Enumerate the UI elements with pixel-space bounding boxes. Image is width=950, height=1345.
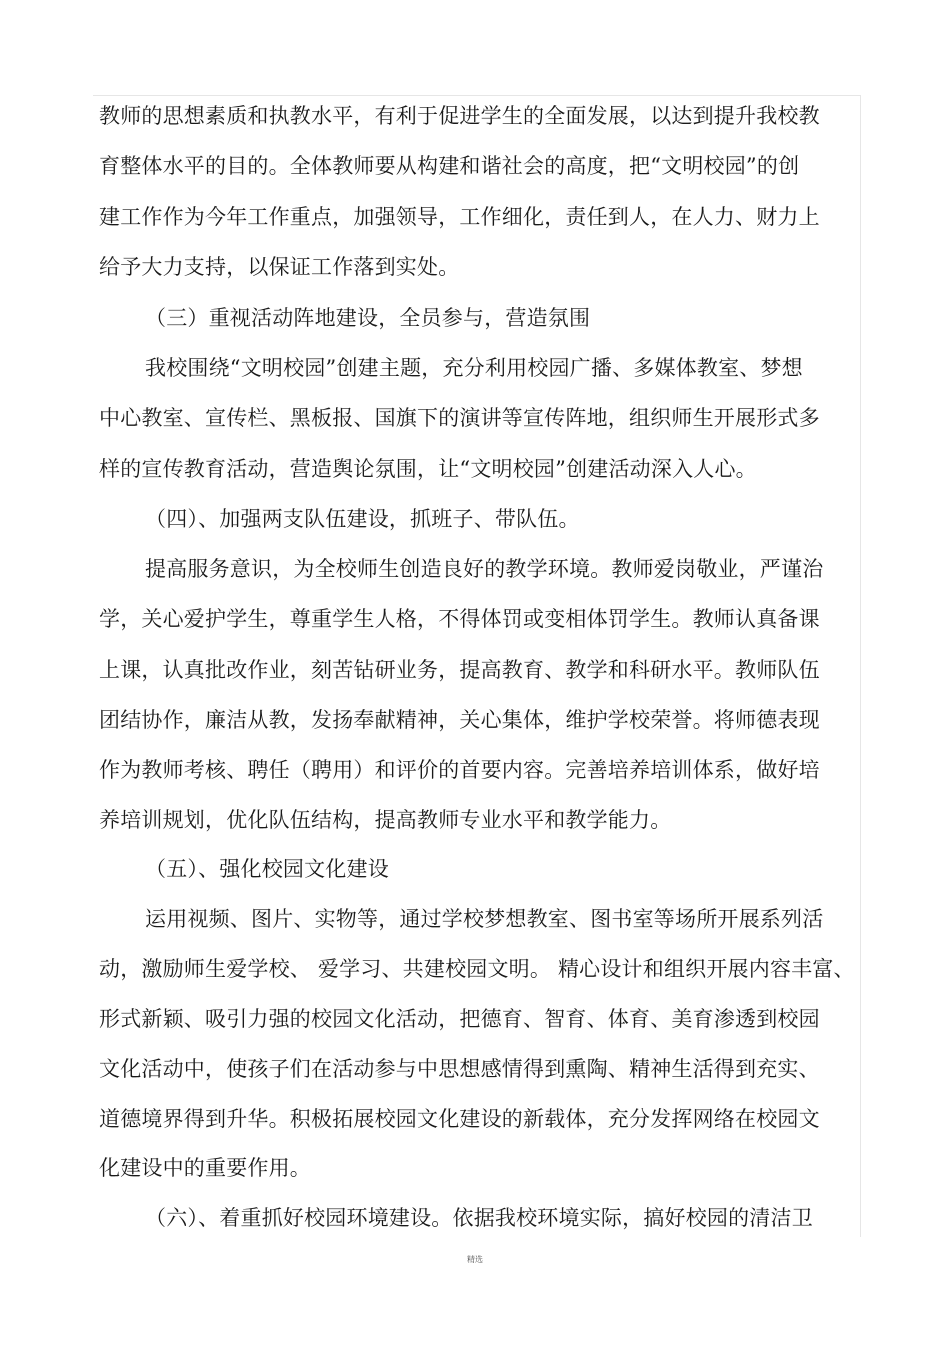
text-line: 学，关心爱护学生，尊重学生人格，不得体罚或变相体罚学生。教师认真备课 bbox=[99, 607, 820, 631]
section-heading-3: （三）重视活动阵地建设，全员参与，营造氛围 bbox=[145, 306, 591, 330]
text-line: 提高服务意识，为全校师生创造良好的教学环境。教师爱岗敬业，严谨治 bbox=[145, 557, 824, 581]
text-line: 运用视频、图片、实物等，通过学校梦想教室、图书室等场所开展系列活 bbox=[145, 907, 824, 931]
text-line: 动，激励师生爱学校、 爱学习、共建校园文明。 精心设计和组织开展内容丰富、 bbox=[99, 957, 855, 981]
text-line: 道德境界得到升华。积极拓展校园文化建设的新载体，充分发挥网络在校园文 bbox=[99, 1107, 820, 1131]
section-heading-5: （五）、强化校园文化建设 bbox=[145, 857, 389, 881]
page-border-right bbox=[860, 95, 861, 1237]
text-line: 形式新颖、吸引力强的校园文化活动，把德育、智育、体育、美育渗透到校园 bbox=[99, 1007, 820, 1031]
text-line: 样的宣传教育活动，营造舆论氛围，让“文明校园”创建活动深入人心。 bbox=[99, 457, 757, 481]
text-line: 育整体水平的目的。全体教师要从构建和谐社会的高度，把“文明校园”的创 bbox=[99, 154, 800, 178]
text-line: 中心教室、宣传栏、黑板报、国旗下的演讲等宣传阵地，组织师生开展形式多 bbox=[99, 406, 820, 430]
text-line: 化建设中的重要作用。 bbox=[99, 1156, 311, 1180]
text-line: 上课，认真批改作业，刻苦钻研业务，提高教育、教学和科研水平。教师队伍 bbox=[99, 658, 820, 682]
section-heading-6: （六）、着重抓好校园环境建设。依据我校环境实际，搞好校园的清洁卫 bbox=[145, 1206, 813, 1230]
text-line: 作为教师考核、聘任（聘用）和评价的首要内容。完善培养培训体系，做好培 bbox=[99, 758, 820, 782]
text-line: 文化活动中，使孩子们在活动参与中思想感情得到熏陶、精神生活得到充实、 bbox=[99, 1057, 820, 1081]
text-line: 我校围绕“文明校园”创建主题，充分利用校园广播、多媒体教室、梦想 bbox=[145, 356, 803, 380]
text-line: 养培训规划，优化队伍结构，提高教师专业水平和教学能力。 bbox=[99, 808, 672, 832]
page-footer: 精选 bbox=[467, 1255, 483, 1264]
page-border-top bbox=[93, 95, 861, 96]
text-line: 教师的思想素质和执教水平，有利于促进学生的全面发展，以达到提升我校教 bbox=[99, 104, 820, 128]
text-line: 给予大力支持，以保证工作落到实处。 bbox=[99, 255, 460, 279]
text-line: 团结协作，廉洁从教，发扬奉献精神，关心集体，维护学校荣誉。将师德表现 bbox=[99, 708, 820, 732]
text-line: 建工作作为今年工作重点，加强领导，工作细化，责任到人，在人力、财力上 bbox=[99, 205, 820, 229]
section-heading-4: （四）、加强两支队伍建设，抓班子、带队伍。 bbox=[145, 507, 580, 531]
